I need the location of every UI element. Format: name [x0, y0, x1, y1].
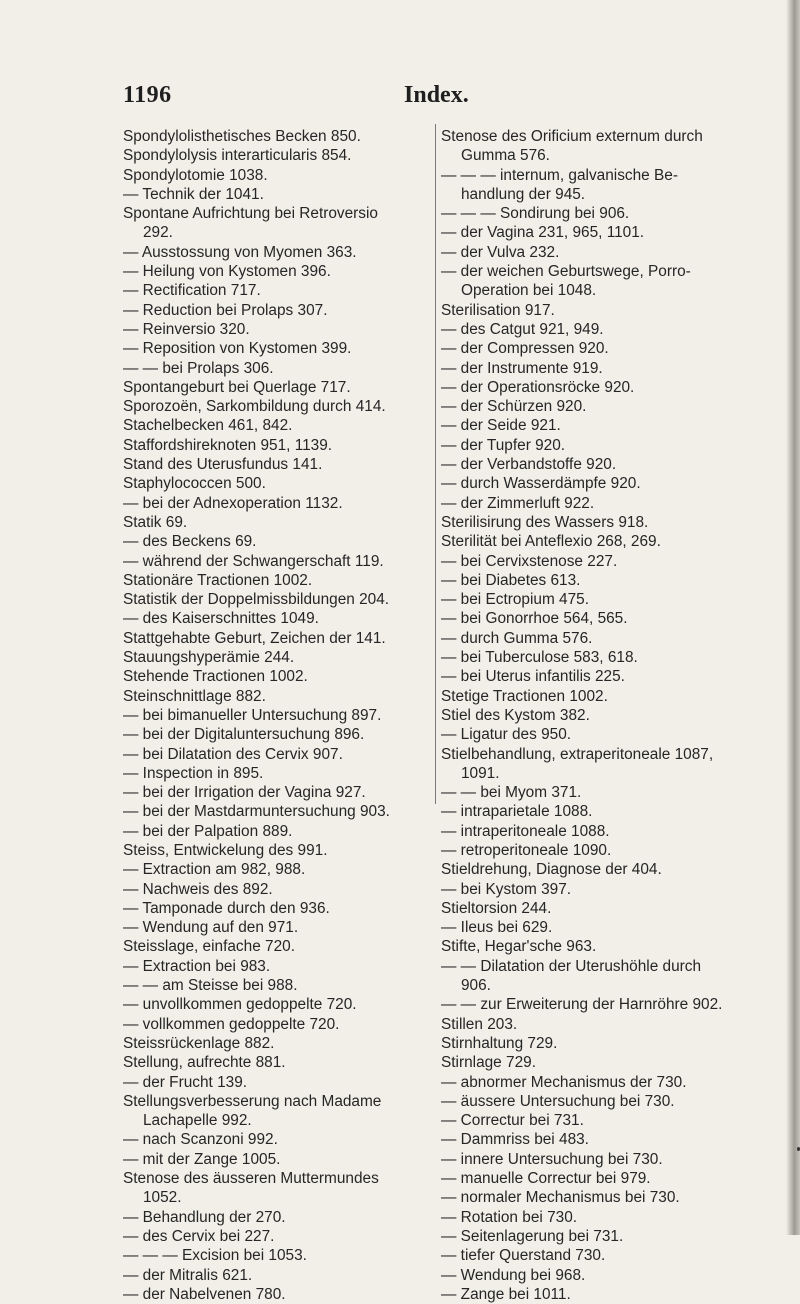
index-entry-text: Steisslage, einfache 720. [123, 938, 295, 956]
index-entry-text: Stenose des Orificium externum durch [441, 128, 703, 145]
index-entry-text: — Zange bei 1011. [441, 1285, 571, 1303]
index-entry-text: Stellung, aufrechte 881. [123, 1054, 286, 1072]
page-number: 1196 [123, 82, 172, 108]
index-entry-text: — Reduction bei Prolaps 307. [123, 301, 328, 319]
index-entry [123, 146, 483, 165]
index-entry [123, 860, 483, 879]
index-entry [441, 204, 800, 223]
index-entry [441, 455, 800, 474]
index-entry [441, 667, 800, 686]
index-entry-continuation: 1052. [143, 1189, 182, 1207]
index-entry-text: — Behandlung der 270. [123, 1208, 286, 1226]
index-entry-text: — Reinversio 320. [123, 320, 250, 338]
index-entry-text: — — zur Erweiterung der Harnröhre 902. [441, 996, 723, 1014]
index-entry [441, 320, 800, 339]
index-entry-text: Stifte, Hegar'sche 963. [441, 938, 597, 956]
index-entry [123, 1034, 483, 1053]
index-entry [123, 995, 483, 1014]
index-entry-text: — Inspection in 895. [123, 764, 264, 782]
index-entry-continuation: 1091. [461, 764, 500, 782]
index-entry [123, 706, 483, 725]
index-entry-text: Stationäre Tractionen 1002. [123, 571, 313, 589]
index-entry [123, 1285, 483, 1304]
index-entry [441, 359, 800, 378]
index-entry-text: — des Catgut 921, 949. [441, 320, 604, 338]
index-entry [123, 1150, 483, 1169]
index-entry [123, 629, 483, 648]
index-entry-text: — der Vulva 232. [441, 243, 560, 261]
index-entry [123, 281, 483, 300]
index-entry [123, 185, 483, 204]
index-entry [441, 687, 800, 706]
index-entry [441, 1015, 800, 1034]
index-entry [441, 1285, 800, 1304]
index-entry [441, 918, 800, 937]
index-entry-text: — retroperitoneale 1090. [441, 841, 612, 859]
index-entry [123, 648, 483, 667]
index-entry-text: — der Instrumente 919. [441, 359, 603, 377]
index-entry [441, 1188, 800, 1207]
index-entry-text: Stachelbecken 461, 842. [123, 417, 293, 435]
index-entry-text: — bei Gonorrhoe 564, 565. [441, 610, 628, 628]
index-entry-text: — — bei Myom 371. [441, 784, 582, 802]
index-entry-continuation: handlung der 945. [461, 185, 586, 203]
index-entry [123, 764, 483, 783]
index-entry [441, 1266, 800, 1285]
index-entry [123, 937, 483, 956]
index-entry-text: — der Schürzen 920. [441, 398, 587, 416]
index-entry [441, 1208, 800, 1227]
index-entry [123, 667, 483, 686]
index-entry-text: — innere Untersuchung bei 730. [441, 1150, 663, 1168]
index-entry [441, 1092, 800, 1111]
index-entry-text: — Heilung von Kystomen 396. [123, 263, 331, 281]
index-entry [441, 1111, 800, 1130]
index-entry [123, 320, 483, 339]
index-entry [123, 590, 483, 609]
index-entry-text: — Reposition von Kystomen 399. [123, 340, 352, 358]
index-entry-text: — nach Scanzoni 992. [123, 1131, 278, 1149]
index-entry [123, 301, 483, 320]
index-entry-text: — Wendung auf den 971. [123, 919, 299, 937]
index-entry-text: — des Cervix bei 227. [123, 1227, 275, 1245]
index-entry-text: — bei Dilatation des Cervix 907. [123, 745, 343, 763]
index-entry-text: Stillen 203. [441, 1015, 518, 1033]
index-entry-text: — intraperitoneale 1088. [441, 822, 610, 840]
index-entry-text: Stiel des Kystom 382. [441, 706, 590, 724]
index-entry [441, 1053, 800, 1072]
index-entry-text: Spontangeburt bei Querlage 717. [123, 378, 351, 396]
index-entry-text: Steinschnittlage 882. [123, 687, 266, 705]
index-entry-text: — mit der Zange 1005. [123, 1150, 281, 1168]
index-entry [123, 532, 483, 551]
index-entry [441, 166, 800, 205]
index-entry [441, 841, 800, 860]
index-entry-text: — bei Uterus infantilis 225. [441, 668, 625, 686]
index-entry [123, 1227, 483, 1246]
index-entry-text: Spontane Aufrichtung bei Retroversio [123, 205, 378, 223]
index-entry [441, 1130, 800, 1149]
index-entry-text: Stieldrehung, Diagnose der 404. [441, 861, 662, 879]
index-entry-text: Stetige Tractionen 1002. [441, 687, 608, 705]
index-entry-text: — — am Steisse bei 988. [123, 977, 298, 995]
index-entry [123, 243, 483, 262]
index-entry-text: — intraparietale 1088. [441, 803, 593, 821]
index-entry-text: Stenose des äusseren Muttermundes [123, 1170, 379, 1188]
index-entry [441, 706, 800, 725]
index-entry [123, 455, 483, 474]
index-entry-text: Stirnhaltung 729. [441, 1034, 558, 1052]
index-entry-continuation: 906. [461, 977, 491, 995]
index-entry [123, 687, 483, 706]
index-entry-text: — unvollkommen gedoppelte 720. [123, 996, 357, 1014]
index-entry [123, 899, 483, 918]
index-entry-text: — Correctur bei 731. [441, 1112, 584, 1130]
index-entry-text: Stirnlage 729. [441, 1054, 536, 1072]
column-divider [435, 124, 436, 804]
index-entry [123, 1073, 483, 1092]
index-entry-text: — bei Kystom 397. [441, 880, 572, 898]
index-entry-text: Stieltorsion 244. [441, 899, 552, 917]
index-entry-text: — der Nabelvenen 780. [123, 1285, 286, 1303]
index-entry [123, 339, 483, 358]
index-entry-text: — Wendung bei 968. [441, 1266, 586, 1284]
index-entry [123, 397, 483, 416]
index-entry-text: Staffordshireknoten 951, 1139. [123, 436, 333, 454]
index-entry [441, 609, 800, 628]
index-entry-text: Stehende Tractionen 1002. [123, 668, 308, 686]
index-entry-text: Sporozoën, Sarkombildung durch 414. [123, 398, 386, 416]
index-entry-text: Sterilität bei Anteflexio 268, 269. [441, 533, 661, 551]
index-entry-text: Sterilisation 917. [441, 301, 555, 319]
index-entry [441, 648, 800, 667]
index-entry [441, 957, 800, 996]
index-entry-text: — der Zimmerluft 922. [441, 494, 595, 512]
index-entry [441, 397, 800, 416]
index-entry-text: Statik 69. [123, 513, 188, 531]
index-entry-text: — — bei Prolaps 306. [123, 359, 274, 377]
index-entry-text: — der weichen Geburtswege, Porro- [441, 263, 691, 281]
index-entry [123, 359, 483, 378]
index-entry [441, 1073, 800, 1092]
index-entry [441, 127, 800, 166]
index-entry-text: — abnormer Mechanismus der 730. [441, 1073, 687, 1091]
index-entry-text: — bei Ectropium 475. [441, 591, 589, 609]
index-entry [123, 378, 483, 397]
index-entry-text: — Ileus bei 629. [441, 919, 553, 937]
index-entry-text: — der Frucht 139. [123, 1073, 248, 1091]
index-entry [123, 1130, 483, 1149]
index-entry [123, 1092, 483, 1131]
index-entry-text: — vollkommen gedoppelte 720. [123, 1015, 340, 1033]
index-entry [441, 995, 800, 1014]
index-entry-text: — — Dilatation der Uterushöhle durch [441, 957, 702, 975]
index-entry [123, 127, 483, 146]
index-entry-text: — des Beckens 69. [123, 533, 257, 551]
index-entry [441, 860, 800, 879]
index-entry [441, 899, 800, 918]
index-entry-text: — der Mitralis 621. [123, 1266, 253, 1284]
index-entry [123, 204, 483, 243]
index-entry [441, 880, 800, 899]
index-entry [123, 918, 483, 937]
index-entry [123, 1208, 483, 1227]
index-entry [441, 629, 800, 648]
index-entry [441, 725, 800, 744]
index-entry [441, 1246, 800, 1265]
index-column-left [123, 127, 483, 1304]
index-entry [123, 1169, 483, 1208]
index-entry-text: — bei der Adnexoperation 1132. [123, 494, 343, 512]
index-entry [441, 783, 800, 802]
index-entry-text: Spondylotomie 1038. [123, 166, 268, 184]
index-entry-text: Statistik der Doppelmissbildungen 204. [123, 591, 390, 609]
index-entry-text: — Ausstossung von Myomen 363. [123, 243, 357, 261]
index-entry [441, 745, 800, 784]
index-entry-text: — bei Tuberculose 583, 618. [441, 649, 638, 667]
index-entry-text: — durch Gumma 576. [441, 629, 593, 647]
index-entry-text: — — — internum, galvanische Be- [441, 166, 678, 184]
index-entry [123, 783, 483, 802]
index-entry-text: Sterilisirung des Wassers 918. [441, 513, 649, 531]
index-entry-text: Spondylolisthetisches Becken 850. [123, 128, 361, 145]
index-entry-text: — Tamponade durch den 936. [123, 899, 330, 917]
index-entry-text: Steiss, Entwickelung des 991. [123, 841, 328, 859]
index-entry [123, 880, 483, 899]
index-entry-text: — des Kaiserschnittes 1049. [123, 610, 319, 628]
index-entry [441, 552, 800, 571]
index-entry-text: — Ligatur des 950. [441, 726, 572, 744]
index-entry [123, 552, 483, 571]
index-entry-text: — Nachweis des 892. [123, 880, 273, 898]
index-entry [441, 436, 800, 455]
index-entry [441, 1150, 800, 1169]
index-entry [123, 1266, 483, 1285]
index-entry-text: Stellungsverbesserung nach Madame [123, 1092, 382, 1110]
index-entry-text: — bei Diabetes 613. [441, 571, 581, 589]
index-entry-text: — bei der Digitaluntersuchung 896. [123, 726, 365, 744]
index-entry [441, 1169, 800, 1188]
index-entry-text: — äussere Untersuchung bei 730. [441, 1092, 675, 1110]
index-entry [441, 590, 800, 609]
index-entry-continuation: 292. [143, 224, 173, 242]
index-entry-text: — der Operationsröcke 920. [441, 378, 635, 396]
index-entry-text: Steissrückenlage 882. [123, 1034, 275, 1052]
index-entry-text: Stielbehandlung, extraperitoneale 1087, [441, 745, 714, 763]
index-entry-text: — der Seide 921. [441, 417, 561, 435]
index-entry-continuation: Operation bei 1048. [461, 282, 597, 300]
index-entry-text: Spondylolysis interarticularis 854. [123, 147, 352, 165]
index-entry [441, 223, 800, 242]
index-entry-text: — bei Cervixstenose 227. [441, 552, 618, 570]
index-entry [441, 513, 800, 532]
index-entry [123, 609, 483, 628]
index-entry [123, 494, 483, 513]
index-entry [123, 841, 483, 860]
index-entry [123, 725, 483, 744]
index-entry-text: — manuelle Correctur bei 979. [441, 1170, 651, 1188]
index-entry [123, 166, 483, 185]
index-entry [123, 513, 483, 532]
index-entry-text: — bei der Irrigation der Vagina 927. [123, 784, 366, 802]
index-entry-text: Stattgehabte Geburt, Zeichen der 141. [123, 629, 386, 647]
index-column-right [441, 127, 800, 1304]
index-entry-text: — durch Wasserdämpfe 920. [441, 475, 641, 493]
index-entry-text: — der Compressen 920. [441, 340, 609, 358]
index-entry [441, 339, 800, 358]
index-entry-text: — Dammriss bei 483. [441, 1131, 589, 1149]
index-entry [123, 436, 483, 455]
index-entry-text: — der Vagina 231, 965, 1101. [441, 224, 645, 242]
index-entry [441, 243, 800, 262]
index-entry-text: Stauungshyperämie 244. [123, 649, 295, 667]
index-entry [123, 1246, 483, 1265]
index-entry-text: — bei der Mastdarmuntersuchung 903. [123, 803, 390, 821]
index-entry [441, 937, 800, 956]
index-entry-text: — der Verbandstoffe 920. [441, 456, 617, 474]
index-entry-text: — — — Sondirung bei 906. [441, 205, 630, 223]
index-entry-text: — tiefer Querstand 730. [441, 1247, 606, 1265]
index-entry [441, 378, 800, 397]
index-entry-text: — — — Excision bei 1053. [123, 1247, 307, 1265]
index-entry [123, 976, 483, 995]
index-entry-text: — normaler Mechanismus bei 730. [441, 1189, 680, 1207]
index-entry [123, 802, 483, 821]
index-entry-text: — bei der Palpation 889. [123, 822, 293, 840]
index-entry [441, 1034, 800, 1053]
index-entry-text: — Extraction am 982, 988. [123, 861, 306, 879]
index-entry [441, 262, 800, 301]
page-edge-shadow [786, 0, 800, 1235]
index-entry [123, 745, 483, 764]
index-entry-text: — während der Schwangerschaft 119. [123, 552, 384, 570]
index-entry [123, 262, 483, 281]
index-entry [123, 957, 483, 976]
index-entry-text: Staphylococcen 500. [123, 475, 266, 493]
index-entry-continuation: Gumma 576. [461, 147, 550, 165]
index-entry-text: — Rectification 717. [123, 282, 261, 300]
running-head: Index. [404, 82, 469, 108]
index-entry [441, 571, 800, 590]
index-entry [441, 494, 800, 513]
index-entry [123, 1053, 483, 1072]
index-entry-text: — Technik der 1041. [123, 185, 264, 203]
index-entry [123, 571, 483, 590]
index-entry [123, 416, 483, 435]
index-entry-text: — Extraction bei 983. [123, 957, 271, 975]
index-entry-text: — der Tupfer 920. [441, 436, 566, 454]
index-entry-text: — Seitenlagerung bei 731. [441, 1227, 624, 1245]
index-entry-text: — bei bimanueller Untersuchung 897. [123, 706, 382, 724]
index-entry [123, 474, 483, 493]
index-entry [123, 822, 483, 841]
index-entry-text: Stand des Uterusfundus 141. [123, 456, 323, 474]
index-entry [441, 822, 800, 841]
index-entry [441, 301, 800, 320]
index-entry-continuation: Lachapelle 992. [143, 1112, 252, 1130]
index-entry [123, 1015, 483, 1034]
index-entry [441, 802, 800, 821]
index-entry [441, 416, 800, 435]
index-entry [441, 532, 800, 551]
index-entry-text: — Rotation bei 730. [441, 1208, 578, 1226]
index-entry [441, 474, 800, 493]
index-entry [441, 1227, 800, 1246]
